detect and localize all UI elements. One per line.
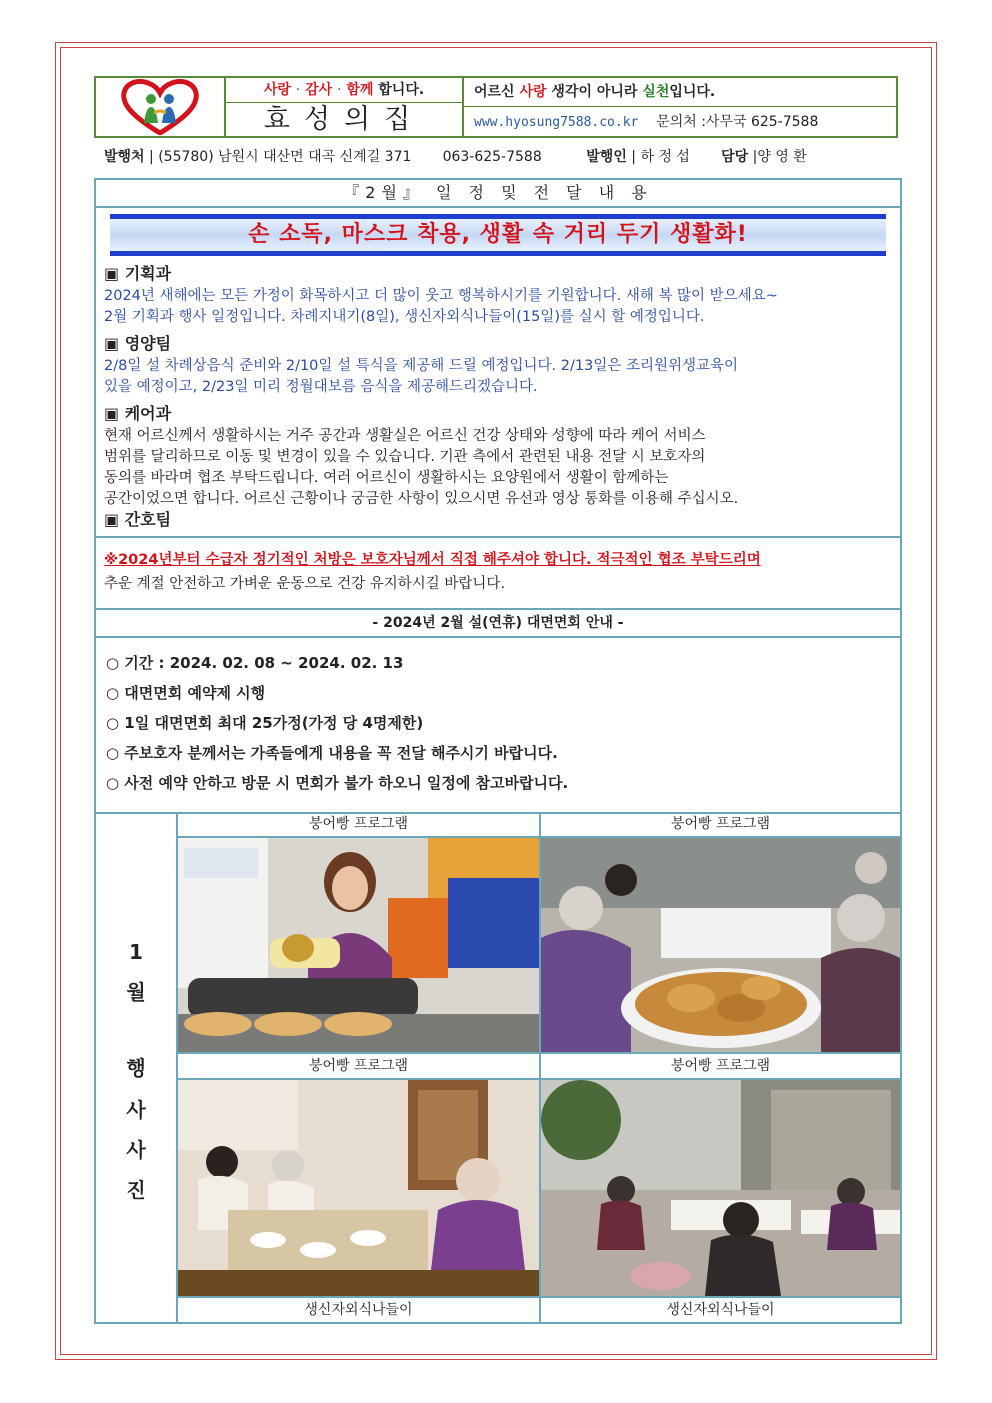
visit-item: ○ 1일 대면면회 최대 25가정(가정 당 4명제한) <box>106 714 424 732</box>
slogan-red: 사랑 <box>519 84 547 100</box>
banner-text: 손 소독, 마스크 착용, 생활 속 거리 두기 생활화! <box>110 219 886 251</box>
heart-logo-icon <box>120 79 200 135</box>
slogan-pre: 어르신 <box>474 84 515 100</box>
notice <box>104 548 894 596</box>
photo-caption: 붕어빵 프로그램 <box>308 1058 409 1074</box>
photo-caption: 붕어빵 프로그램 <box>670 1058 771 1074</box>
section-text: 2024년 새해에는 모든 가정이 화목하시고 더 많이 웃고 행복하시기를 기원합니다. 새해 복 많이 받으세요~ <box>104 288 778 304</box>
section-title: ▣ 기획과 <box>104 264 172 283</box>
contact-phone: 문의처 :사무국 625-7588 <box>656 114 819 130</box>
notice-text: 추운 계절 안전하고 가벼운 운동으로 건강 유지하시길 바랍니다. <box>104 576 506 592</box>
title-cell <box>226 78 464 136</box>
side-char: 1 <box>129 940 143 964</box>
slogan <box>464 78 896 107</box>
photo-grid <box>96 812 900 1322</box>
slogan-post: 입니다. <box>669 84 716 100</box>
side-char: 사 <box>126 1138 146 1162</box>
house-name: 효성의집 <box>263 104 425 135</box>
photo-image-icon <box>541 1080 900 1296</box>
section-title: ▣ 영양팀 <box>104 334 172 353</box>
notice-warning: ※2024년부터 수급자 정기적인 처방은 보호자님께서 직접 해주셔야 합니다. 적극적인 협조 부탁드리며 <box>104 552 761 568</box>
info-cell <box>464 78 896 136</box>
photo-image-icon <box>178 838 539 1052</box>
photo-image-icon <box>541 838 900 1052</box>
visit-item: ○ 대면면회 예약제 시행 <box>106 684 266 702</box>
visit-item: ○ 주보호자 분께서는 가족들에게 내용을 꼭 전달 해주시기 바랍니다. <box>106 744 558 762</box>
pub-address: (55780) 남원시 대산면 대곡 신계길 371 <box>158 149 412 165</box>
publisher-name: 하 정 섭 <box>640 149 690 165</box>
side-char: 월 <box>126 980 146 1004</box>
motto-together: 함께 <box>346 82 374 98</box>
visit-item: ○ 기간 : 2024. 02. 08 ~ 2024. 02. 13 <box>106 654 404 672</box>
photo-fishbread-group <box>541 838 900 1052</box>
side-char: 진 <box>126 1178 146 1202</box>
photo-caption: 붕어빵 프로그램 <box>670 816 771 832</box>
pub-phone: 063-625-7588 <box>442 149 542 165</box>
motto-love: 사랑 <box>263 82 291 98</box>
section-text: 범위를 달리하므로 이동 및 변경이 있을 수 있습니다. 기관 측에서 관련된 내용 전달 시 보호자의 <box>104 449 706 465</box>
section-text: 현재 어르신께서 생활하시는 거주 공간과 생활실은 어르신 건강 상태와 성향에 따라 케어 서비스 <box>104 428 706 444</box>
photo-caption: 붕어빵 프로그램 <box>308 816 409 832</box>
side-char: 행 <box>126 1056 146 1080</box>
section-text: 동의를 바라며 협조 부탁드립니다. 여러 어르신이 생활하시는 요양원에서 생활이 함께하는 <box>104 470 669 486</box>
motto-thanks: 감사 <box>305 82 333 98</box>
photo-side-label <box>96 812 178 1322</box>
section-nursing <box>104 508 894 532</box>
manager-label: 담당 <box>721 149 749 165</box>
section-title: ▣ 케어과 <box>104 404 172 423</box>
section-title: ▣ 간호팀 <box>104 510 172 529</box>
main-content <box>94 178 902 1324</box>
section-text: 있을 예정이고, 2/23일 미리 정월대보름 음식을 제공해드리겠습니다. <box>104 379 538 395</box>
motto: 사랑 · 감사 · 함께 합니다. <box>226 78 462 103</box>
section-plan <box>104 262 894 328</box>
publisher-label: 발행인 <box>586 149 627 165</box>
main-title: 『2월』 일 정 및 전 달 내 용 <box>96 180 900 208</box>
section-nutrition <box>104 332 894 398</box>
photo-caption: 생신자외식나들이 <box>666 1302 775 1318</box>
contact-row <box>464 107 896 138</box>
slogan-mid: 생각이 아니라 <box>551 84 638 100</box>
newsletter-header <box>94 76 898 138</box>
section-text: 공간이었으면 합니다. 어르신 근황이나 궁금한 사항이 있으시면 유선과 영상 통화를 이용해 주십시오. <box>104 491 739 507</box>
photo-fishbread-cooking <box>178 838 539 1052</box>
motto-end: 합니다. <box>378 82 425 98</box>
pub-label: 발행처 <box>104 149 145 165</box>
publisher-row: 발행처 | (55780) 남원시 대산면 대곡 신계길 371 063-625-7588 발행인 | 하 정 섭 담당 |양 영 환 <box>104 149 807 165</box>
logo <box>96 78 226 136</box>
section-care <box>104 402 894 510</box>
manager-name: 양 영 환 <box>757 149 807 165</box>
visit-item: ○ 사전 예약 안하고 방문 시 면회가 불가 하오니 일정에 참고바랍니다. <box>106 774 569 792</box>
section-text: 2/8일 설 차례상음식 준비와 2/10일 설 특식을 제공해 드릴 예정입니다. 2/13일은 조리원위생교육이 <box>104 358 739 374</box>
visit-title: - 2024년 2월 설(연휴) 대면면회 안내 - <box>372 615 624 631</box>
website-link[interactable]: www.hyosung7588.co.kr <box>474 115 639 130</box>
slogan-green: 실천 <box>642 84 670 100</box>
banner <box>110 214 886 256</box>
photo-outing-restaurant <box>178 1080 539 1296</box>
photo-caption: 생신자외식나들이 <box>304 1302 413 1318</box>
visit-list <box>106 648 886 798</box>
section-text: 2월 기획과 행사 일정입니다. 차례지내기(8일), 생신자외식나들이(15일)를 실시 할 예정입니다. <box>104 309 705 325</box>
photo-outing-cafe <box>541 1080 900 1296</box>
photo-image-icon <box>178 1080 539 1296</box>
side-char: 사 <box>126 1098 146 1122</box>
